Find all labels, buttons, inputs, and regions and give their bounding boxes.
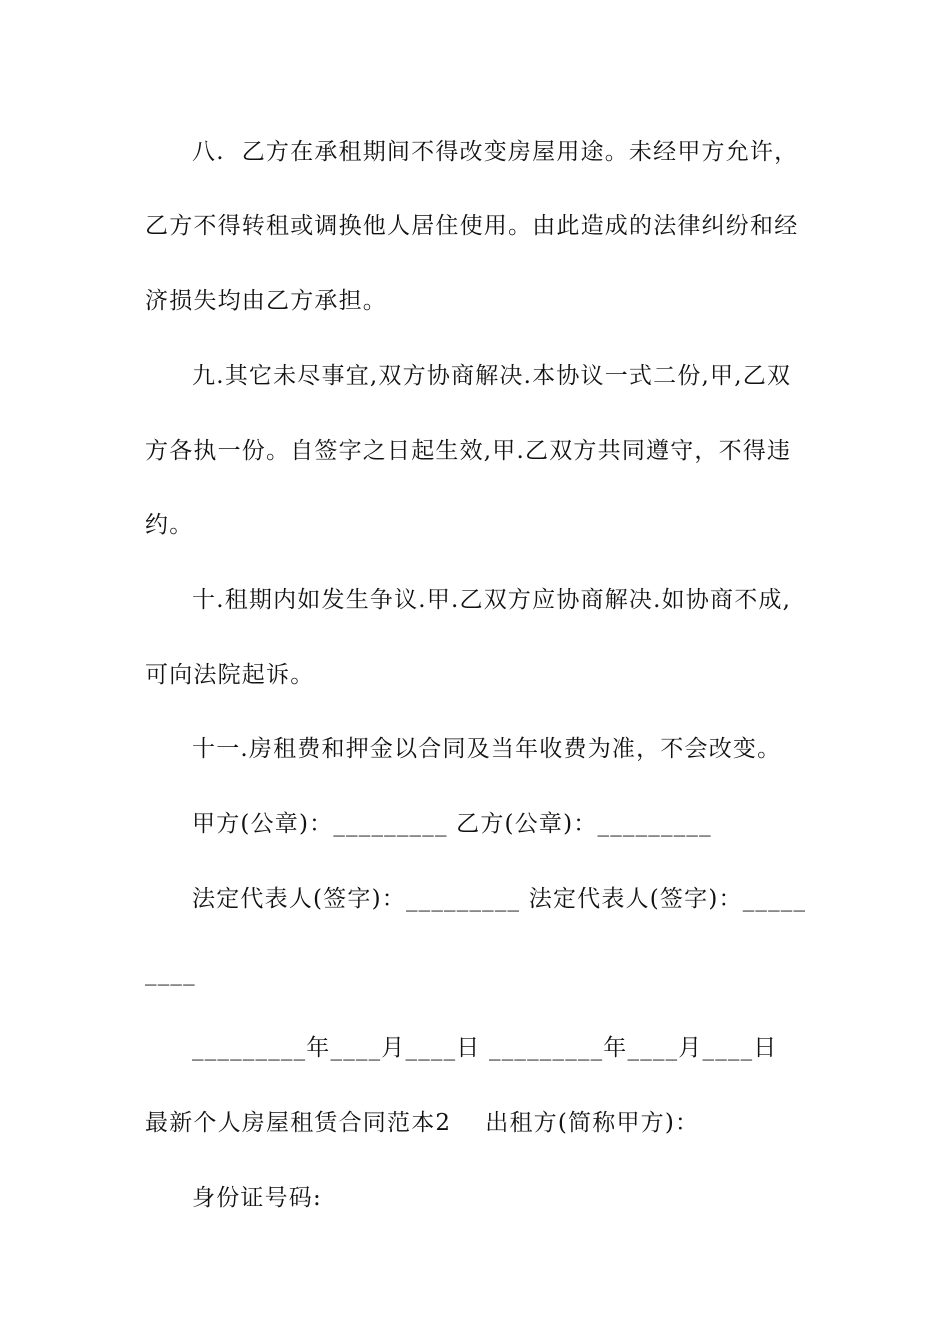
clause-9-line-3: 约。	[145, 512, 194, 538]
clause-8-line-3: 济损失均由乙方承担。	[145, 288, 387, 314]
clause-11-line-1: 十一.房租费和押金以合同及当年收费为准，不会改变。	[192, 736, 782, 762]
clause-9-line-1: 九.其它未尽事宜,双方协商解决.本协议一式二份,甲,乙双	[192, 363, 792, 389]
clause-9-line-2: 方各执一份。自签字之日起生效,甲.乙双方共同遵守，不得违	[145, 438, 792, 464]
date-line: _________年____月____日 _________年____月____日	[192, 1035, 778, 1061]
id-number-line: 身份证号码:	[192, 1185, 322, 1211]
signature-line-continuation: ____	[145, 960, 196, 986]
template-heading-line: 最新个人房屋租赁合同范本2 出租方(简称甲方)：	[145, 1110, 700, 1136]
seal-line: 甲方(公章)：_________ 乙方(公章)：_________	[192, 811, 712, 837]
clause-8-line-1: 八. 乙方在承租期间不得改变房屋用途。未经甲方允许，	[192, 139, 799, 165]
clause-10-line-2: 可向法院起诉。	[145, 662, 315, 688]
clause-10-line-1: 十.租期内如发生争议.甲.乙双方应协商解决.如协商不成,	[192, 587, 792, 613]
representative-signature-line: 法定代表人(签字)：_________ 法定代表人(签字)：_____	[192, 886, 807, 912]
clause-8-line-2: 乙方不得转租或调换他人居住使用。由此造成的法律纠纷和经	[145, 213, 799, 239]
